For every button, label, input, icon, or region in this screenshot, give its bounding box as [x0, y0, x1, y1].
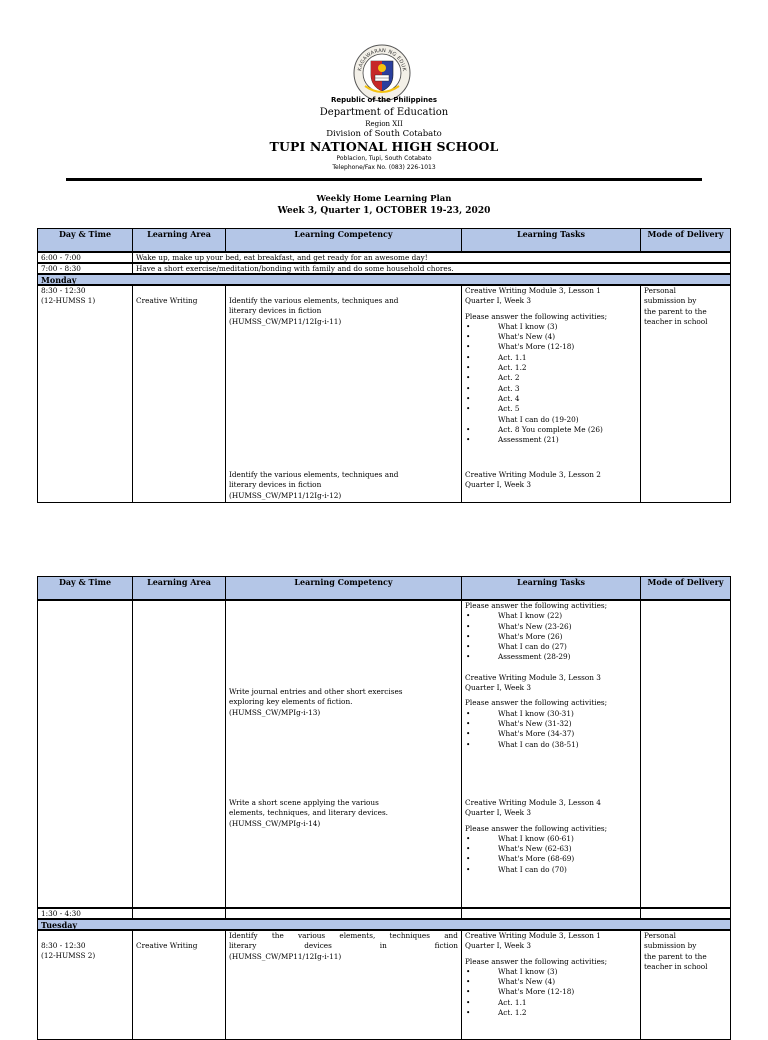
module-week: Quarter I, Week 3 [465, 296, 532, 306]
list-item: • Act. 1.2 [465, 1008, 637, 1018]
module-title: Creative Writing Module 3, Lesson 2 [465, 470, 601, 479]
task-list [465, 322, 637, 415]
list-item: • Assessment (21) [465, 435, 637, 445]
plan-title: Weekly Home Learning Plan [316, 194, 452, 204]
school-name: TUPI NATIONAL HIGH SCHOOL [269, 139, 499, 154]
list-item: • Act. 5 [465, 404, 637, 414]
competency-code: (HUMSS_CW/MP11/12Ig-i-11) [229, 316, 342, 326]
competency-line: Identify the various elements, techniques and [229, 470, 399, 479]
mode-line: submission by [644, 941, 697, 951]
time-cell [37, 285, 133, 503]
table-row [37, 908, 731, 919]
activities-prompt: Please answer the following activities; [465, 956, 608, 966]
list-item: • Act. 1.2 [465, 363, 637, 373]
tasks-cell [461, 600, 641, 908]
competency-code: (HUMSS_CW/MPIg-i-14) [229, 818, 321, 828]
table-header-row [37, 576, 731, 600]
header-mode: Mode of Delivery [640, 576, 731, 600]
competency-block [229, 296, 458, 327]
tasks-block [465, 931, 637, 1018]
task-list [465, 709, 637, 750]
header-mode: Mode of Delivery [640, 228, 731, 252]
competency-cell [225, 285, 462, 503]
table-row [37, 600, 731, 908]
tasks-block [465, 470, 637, 491]
list-item: • Act. 1.1 [465, 353, 637, 363]
word: literary [229, 941, 257, 951]
time-cell: 7:00 - 8:30 [37, 263, 133, 274]
competency-line: exploring key elements of fiction. [229, 697, 353, 707]
mode-cell [640, 908, 731, 919]
list-item: • Act. 2 [465, 373, 637, 383]
competency-line [229, 941, 458, 951]
competency-cell [225, 908, 462, 919]
list-item: • Act. 4 [465, 394, 637, 404]
competency-cell [225, 600, 462, 908]
tasks-block [465, 798, 637, 875]
time-cell [37, 600, 133, 908]
tasks-cell [461, 908, 641, 919]
list-item: • What I can do (27) [465, 642, 637, 652]
list-item: • What's More (34-37) [465, 729, 637, 739]
task-list [465, 834, 637, 875]
plan-subtitle: Week 3, Quarter 1, OCTOBER 19-23, 2020 [277, 206, 491, 216]
mode-cell [640, 285, 731, 503]
mode-line: Personal [644, 286, 676, 295]
list-item: • What's New (62-63) [465, 844, 637, 854]
list-item: • Assessment (28-29) [465, 652, 637, 662]
module-week: Quarter I, Week 3 [465, 480, 532, 490]
table-row [37, 263, 731, 274]
time-text: 8:30 - 12:30 [41, 941, 86, 950]
word: elements, [339, 931, 376, 940]
competency-line [229, 931, 458, 941]
section-text: (12-HUMSS 1) [41, 296, 96, 306]
module-title: Creative Writing Module 3, Lesson 3 [465, 672, 601, 682]
competency-block [229, 470, 458, 501]
list-item: • What's New (23-26) [465, 622, 637, 632]
list-item: • What's New (4) [465, 332, 637, 342]
section-text: (12-HUMSS 2) [41, 951, 96, 961]
activities-prompt: Please answer the following activities; [465, 698, 608, 708]
word: the [271, 931, 284, 940]
list-item: • What's More (12-18) [465, 342, 637, 352]
department-text: Department of Education [319, 107, 449, 118]
list-item: • What I know (60-61) [465, 834, 637, 844]
word: various [298, 931, 326, 940]
task-list [465, 425, 637, 446]
list-item: • Act. 1.1 [465, 998, 637, 1008]
day-row-tuesday [37, 919, 731, 930]
competency-line: literary devices in fiction [229, 480, 322, 490]
mode-line: the parent to the [644, 306, 707, 316]
module-title: Creative Writing Module 3, Lesson 4 [465, 798, 601, 807]
module-week: Quarter I, Week 3 [465, 808, 532, 818]
list-item: • What I know (3) [465, 967, 637, 977]
list-item: • What's More (26) [465, 632, 637, 642]
header-learning-area: Learning Area [132, 576, 226, 600]
list-item: • What I can do (70) [465, 865, 637, 875]
word: and [444, 931, 458, 940]
word: fiction [434, 941, 458, 951]
module-week: Quarter I, Week 3 [465, 941, 532, 951]
header-competency: Learning Competency [225, 228, 462, 252]
mode-cell [640, 600, 731, 908]
module-week: Quarter I, Week 3 [465, 683, 532, 693]
learning-area-cell [132, 285, 226, 503]
list-item: • What's New (4) [465, 977, 637, 987]
activity-cell: Wake up, make up your bed, eat breakfast, and get ready for an awesome day! [132, 252, 731, 263]
table-header-row [37, 228, 731, 252]
tasks-block [465, 286, 637, 445]
time-cell: 6:00 - 7:00 [37, 252, 133, 263]
list-item: • What I can do (38-51) [465, 740, 637, 750]
header-tasks: Learning Tasks [461, 228, 641, 252]
activities-prompt: Please answer the following activities; [465, 823, 608, 833]
mode-line: the parent to the [644, 951, 707, 961]
monday-row [37, 285, 731, 503]
word: Identify [229, 931, 258, 940]
school-phone: Telephone/Fax No. (083) 226-1013 [332, 164, 436, 171]
list-item: • What's New (31-32) [465, 719, 637, 729]
competency-line: Write a short scene applying the various [229, 798, 379, 807]
word: devices [304, 941, 332, 951]
header-divider [66, 178, 702, 181]
competency-block [229, 687, 458, 718]
learning-area-text: Creative Writing [136, 941, 198, 950]
word: techniques [389, 931, 430, 940]
division-text: Division of South Cotabato [326, 129, 442, 139]
region-text: Region XII [365, 120, 403, 128]
header-day-time: Day & Time [37, 228, 133, 252]
list-item: • What's More (12-18) [465, 987, 637, 997]
table-row [37, 252, 731, 263]
activities-prompt: Please answer the following activities; [465, 601, 608, 610]
competency-code: (HUMSS_CW/MPIg-i-13) [229, 707, 321, 717]
tasks-block [465, 601, 637, 750]
word: in [379, 941, 387, 951]
day-row-monday [37, 274, 731, 285]
mode-line: Personal [644, 931, 676, 940]
mode-line: teacher in school [644, 961, 708, 971]
mode-line: teacher in school [644, 316, 708, 326]
competency-code: (HUMSS_CW/MP11/12Ig-i-11) [229, 951, 342, 961]
mode-line: submission by [644, 296, 697, 306]
tasks-cell [461, 285, 641, 503]
competency-block [229, 798, 458, 829]
svg-text:KAGAWARAN NG EDUKASYON: KAGAWARAN NG EDUK [357, 47, 407, 72]
header-learning-area: Learning Area [132, 228, 226, 252]
time-text: 8:30 - 12:30 [41, 286, 86, 295]
learning-area-text: Creative Writing [136, 296, 198, 305]
competency-code: (HUMSS_CW/MP11/12Ig-i-12) [229, 490, 342, 500]
learning-area-cell [132, 908, 226, 919]
module-title: Creative Writing Module 3, Lesson 1 [465, 286, 601, 295]
list-item: What I can do (19-20) [498, 414, 579, 424]
learning-area-cell [132, 600, 226, 908]
competency-line: elements, techniques, and literary devices. [229, 808, 389, 818]
school-address: Poblacion, Tupi, South Cotabato [336, 155, 432, 162]
day-label: Monday [37, 274, 731, 285]
list-item: • What I know (30-31) [465, 709, 637, 719]
activities-prompt: Please answer the following activities; [465, 311, 608, 321]
deped-seal-icon [353, 44, 411, 102]
competency-line: Write journal entries and other short exercises [229, 687, 403, 696]
republic-text: Republic of the Philippines [331, 96, 437, 104]
list-item: • What's More (68-69) [465, 854, 637, 864]
day-label: Tuesday [37, 919, 731, 930]
task-list [465, 611, 637, 662]
time-cell: 1:30 - 4:30 [37, 908, 133, 919]
list-item: • What I know (22) [465, 611, 637, 621]
competency-line: Identify the various elements, techniques and [229, 296, 399, 305]
task-list [465, 967, 637, 1018]
list-item: • Act. 8 You complete Me (26) [465, 425, 637, 435]
header-competency: Learning Competency [225, 576, 462, 600]
competency-line: literary devices in fiction [229, 306, 322, 316]
list-item: • What I know (3) [465, 322, 637, 332]
activity-cell: Have a short exercise/meditation/bonding with family and do some household chores. [132, 263, 731, 274]
header-tasks: Learning Tasks [461, 576, 641, 600]
module-title: Creative Writing Module 3, Lesson 1 [465, 931, 601, 940]
header-day-time: Day & Time [37, 576, 133, 600]
list-item: • Act. 3 [465, 384, 637, 394]
